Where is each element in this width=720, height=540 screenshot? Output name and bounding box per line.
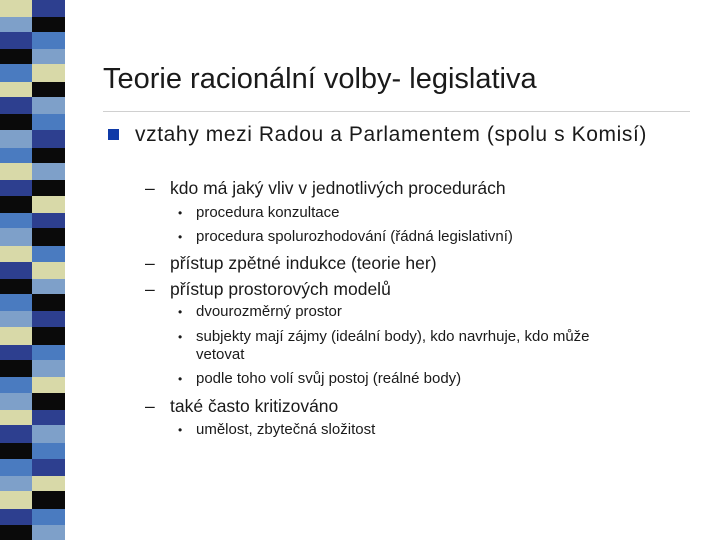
list-item-text: vztahy mezi Radou a Parlamentem (spolu s Komisí) bbox=[135, 123, 647, 146]
strip-cell bbox=[32, 410, 65, 425]
strip-cell bbox=[32, 345, 65, 360]
strip-cell bbox=[0, 262, 32, 279]
strip-cell bbox=[32, 17, 65, 32]
strip-cell bbox=[0, 130, 32, 148]
strip-cell bbox=[32, 213, 65, 228]
strip-cell bbox=[32, 327, 65, 345]
strip-cell bbox=[32, 525, 65, 540]
strip-cell bbox=[0, 114, 32, 130]
strip-cell bbox=[0, 410, 32, 425]
strip-cell bbox=[0, 491, 32, 509]
dash-marker: – bbox=[145, 253, 155, 273]
strip-cell bbox=[32, 509, 65, 525]
strip-cell bbox=[32, 64, 65, 82]
strip-cell bbox=[32, 180, 65, 196]
strip-cell bbox=[0, 0, 32, 17]
strip-cell bbox=[32, 82, 65, 97]
strip-cell bbox=[32, 148, 65, 163]
strip-cell bbox=[32, 196, 65, 213]
title-divider bbox=[103, 111, 690, 112]
strip-cell bbox=[0, 17, 32, 32]
dot-marker: • bbox=[178, 305, 183, 319]
square-bullet-icon bbox=[108, 129, 119, 140]
strip-cell bbox=[0, 476, 32, 491]
strip-cell bbox=[0, 32, 32, 49]
dash-marker: – bbox=[145, 279, 155, 299]
strip-cell bbox=[32, 228, 65, 246]
strip-cell bbox=[0, 196, 32, 213]
decorative-color-strip bbox=[0, 0, 65, 540]
list-item-text: procedura konzultace bbox=[196, 204, 340, 221]
list-item-text: umělost, zbytečná složitost bbox=[196, 421, 376, 438]
strip-cell bbox=[0, 425, 32, 443]
strip-cell bbox=[32, 130, 65, 148]
strip-cell bbox=[32, 311, 65, 327]
strip-cell bbox=[0, 246, 32, 262]
strip-cell bbox=[0, 345, 32, 360]
strip-cell bbox=[32, 459, 65, 476]
strip-cell bbox=[32, 393, 65, 410]
dot-marker: • bbox=[178, 423, 183, 437]
dot-marker: • bbox=[178, 206, 183, 220]
dot-marker: • bbox=[178, 330, 183, 344]
strip-cell bbox=[0, 163, 32, 180]
list-item-text: dvourozměrný prostor bbox=[196, 303, 342, 320]
strip-cell bbox=[32, 443, 65, 459]
slide-title: Teorie racionální volby- legislativa bbox=[103, 63, 537, 95]
strip-cell bbox=[32, 97, 65, 114]
strip-cell bbox=[32, 163, 65, 180]
strip-cell bbox=[0, 360, 32, 377]
strip-cell bbox=[32, 32, 65, 49]
dash-marker: – bbox=[145, 396, 155, 416]
strip-cell bbox=[0, 509, 32, 525]
list-item-text: kdo má jaký vliv v jednotlivých procedurách bbox=[170, 178, 506, 198]
dot-marker: • bbox=[178, 372, 183, 386]
strip-cell bbox=[32, 0, 65, 17]
strip-cell bbox=[0, 443, 32, 459]
strip-cell bbox=[32, 262, 65, 279]
strip-cell bbox=[0, 459, 32, 476]
list-item-text: podle toho volí svůj postoj (reálné body) bbox=[196, 370, 462, 387]
dot-marker: • bbox=[178, 230, 183, 244]
list-item-text: také často kritizováno bbox=[170, 396, 339, 416]
list-item-text: přístup prostorových modelů bbox=[170, 279, 391, 299]
strip-cell bbox=[32, 476, 65, 491]
strip-cell bbox=[32, 114, 65, 130]
strip-cell bbox=[0, 49, 32, 64]
strip-cell bbox=[0, 525, 32, 540]
strip-cell bbox=[0, 393, 32, 410]
strip-cell bbox=[32, 377, 65, 393]
strip-cell bbox=[32, 425, 65, 443]
list-item-text: přístup zpětné indukce (teorie her) bbox=[170, 253, 437, 273]
strip-cell bbox=[0, 228, 32, 246]
strip-cell bbox=[32, 294, 65, 311]
strip-cell bbox=[0, 294, 32, 311]
list-item-text: procedura spolurozhodování (řádná legislativní) bbox=[196, 228, 513, 245]
strip-cell bbox=[0, 213, 32, 228]
strip-cell bbox=[0, 311, 32, 327]
strip-cell bbox=[32, 491, 65, 509]
list-item-text: subjekty mají zájmy (ideální body), kdo navrhuje, kdo může vetovat bbox=[196, 328, 590, 363]
strip-cell bbox=[32, 360, 65, 377]
strip-cell bbox=[0, 377, 32, 393]
strip-cell bbox=[0, 148, 32, 163]
strip-cell bbox=[0, 97, 32, 114]
strip-cell bbox=[0, 279, 32, 294]
strip-cell bbox=[0, 180, 32, 196]
strip-cell bbox=[0, 82, 32, 97]
strip-cell bbox=[0, 327, 32, 345]
strip-cell bbox=[0, 64, 32, 82]
strip-cell bbox=[32, 49, 65, 64]
strip-cell bbox=[32, 246, 65, 262]
dash-marker: – bbox=[145, 178, 155, 198]
strip-cell bbox=[32, 279, 65, 294]
